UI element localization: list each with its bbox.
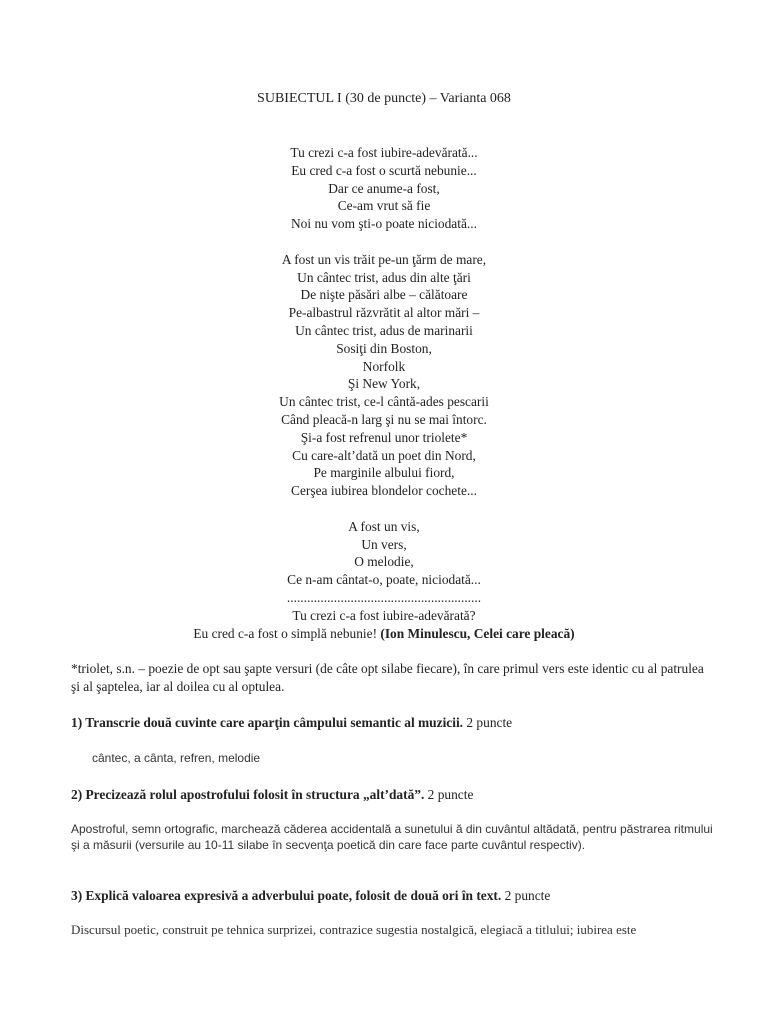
question-3 — [71, 887, 731, 905]
page-title: SUBIECTUL I (30 de puncte) – Varianta 068 — [257, 91, 511, 106]
poem-closing-text: Eu cred c-a fost o simplă nebunie! — [193, 625, 381, 641]
poem-stanza-1 — [0, 144, 768, 233]
poem-line: O melodie, — [354, 554, 414, 570]
poem-line: Cerşea iubirea blondelor cochete... — [291, 483, 477, 499]
poem-closing-line: Tu crezi c-a fost iubire-adevărată? — [292, 607, 476, 623]
stanza-gap — [0, 233, 768, 251]
poem-line: Norfolk — [362, 358, 406, 374]
poem-line: Dar ce anume-a fost, — [328, 180, 440, 196]
question-points: 2 puncte — [501, 888, 551, 903]
answer-2: Apostroful, semn ortografic, marchează căderea accidentală a sunetului ă din cuvântul altădată, pentru păstrarea ritmului şi a măsurii (versurile au 10-11 silabe în secvenţa poetică din care face parte cuvântul respectiv). — [71, 822, 713, 852]
poem-stanza-3 — [0, 518, 768, 589]
question-points: 2 puncte — [463, 715, 513, 730]
question-text: 3) Explică valoarea expresivă a adverbului poate, folosit de două ori în text. — [71, 888, 502, 903]
poem-line: Când pleacă-n larg şi nu se mai întorc. — [281, 411, 487, 427]
poem-stanza-2 — [0, 251, 768, 500]
poem-line: Un cântec trist, adus din alte ţări — [297, 269, 471, 285]
poem-line: Eu cred c-a fost o scurtă nebunie... — [291, 162, 477, 178]
poem-line: A fost un vis, — [348, 518, 420, 534]
question-text: 1) Transcrie două cuvinte care aparţin câmpului semantic al muzicii. — [71, 715, 464, 730]
poem-line: Ce n-am cântat-o, poate, niciodată... — [287, 572, 481, 588]
poem-line: Tu crezi c-a fost iubire-adevărată... — [290, 145, 478, 160]
answer-3: Discursul poetic, construit pe tehnica surprizei, contrazice sugestia nostalgică, elegiacă a titlului; iubirea este — [71, 922, 637, 937]
footnote: *triolet, s.n. – poezie de opt sau şapte versuri (de câte opt silabe fiecare), în care primul vers este identic cu al patrulea şi al şaptelea, iar al doilea cu al optulea. — [71, 661, 704, 694]
question-points: 2 puncte — [424, 787, 474, 802]
poem-author: (Ion Minulescu, Celei care pleacă) — [380, 625, 575, 641]
poem-line: Un vers, — [361, 536, 407, 552]
poem-line: Pe-albastrul răzvrătit al altor mări – — [288, 305, 480, 321]
poem-line: Un cântec trist, ce-l cântă-ades pescarii — [279, 394, 489, 410]
poem-line: Cu care-alt’dată un poet din Nord, — [292, 447, 476, 463]
poem-line: Un cântec trist, adus de marinarii — [295, 322, 473, 338]
poem-line: Şi New York, — [347, 376, 421, 392]
question-text: 2) Precizează rolul apostrofului folosit în structura „alt’dată”. — [71, 787, 425, 802]
poem-line: Sosiţi din Boston, — [336, 340, 432, 356]
poem-line: A fost un vis trăit pe-un ţărm de mare, — [281, 251, 487, 267]
stanza-gap — [0, 500, 768, 518]
question-2 — [71, 786, 731, 804]
poem-line: Pe marginile albului fiord, — [313, 465, 455, 481]
dotted-separator: .......................................................... — [286, 589, 482, 605]
question-1 — [71, 714, 731, 732]
poem-line: Ce-am vrut să fie — [337, 198, 431, 214]
poem-line: De nişte păsări albe – călătoare — [300, 287, 468, 303]
answer-1: cântec, a cânta, refren, melodie — [92, 751, 261, 765]
poem — [0, 144, 768, 642]
poem-line: Noi nu vom şti-o poate niciodată... — [291, 216, 477, 232]
poem-closing-line — [0, 625, 768, 643]
poem-line: Şi-a fost refrenul unor triolete* — [300, 429, 468, 445]
